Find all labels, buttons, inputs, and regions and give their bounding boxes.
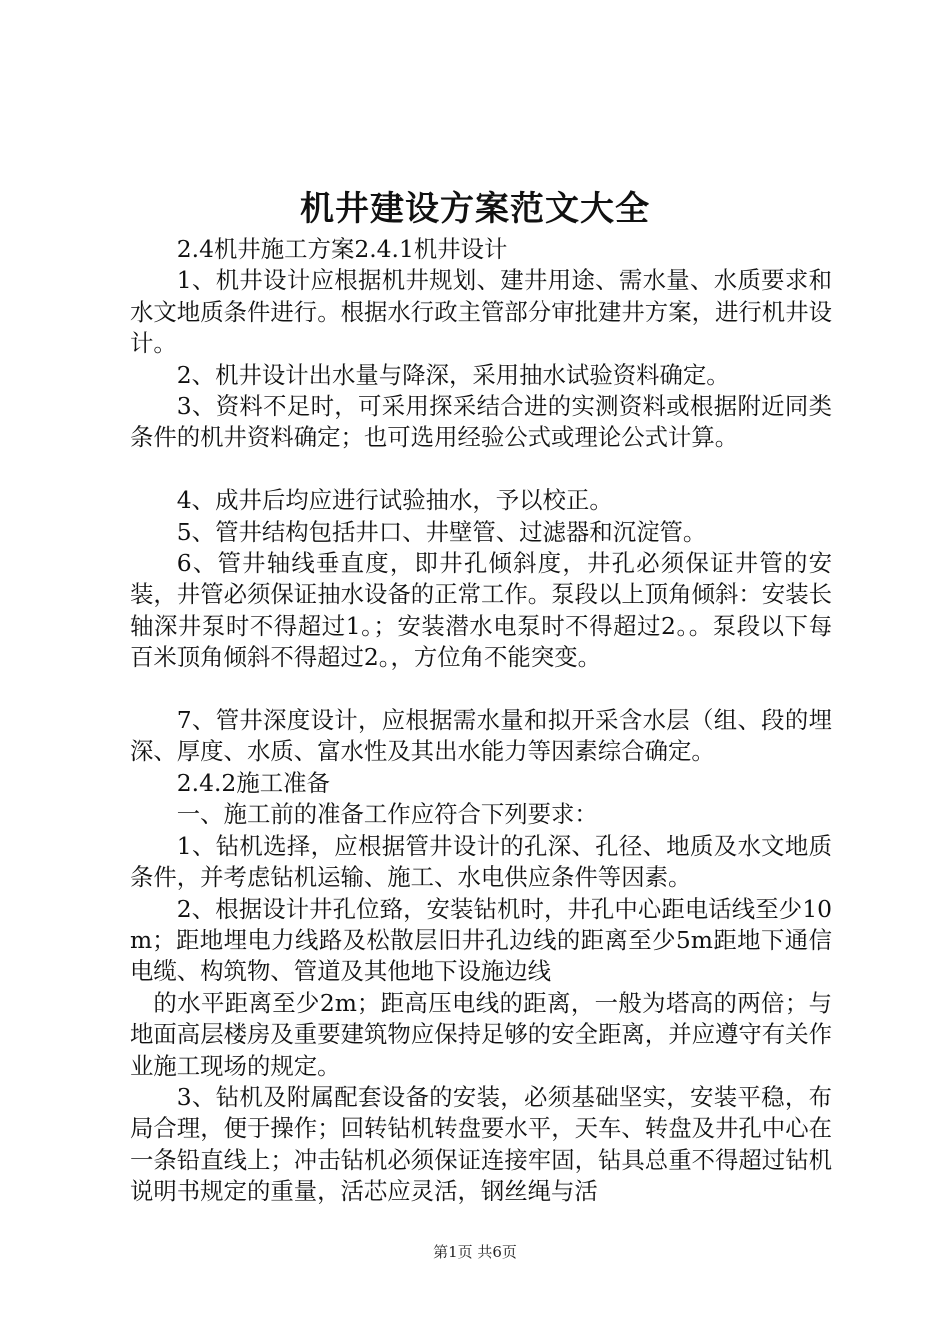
paragraph-item-1: 1、机井设计应根据机井规划、建井用途、需水量、水质要求和水文地质条件进行。根据水行政主管部分审批建井方案，进行机井设计。 [130, 266, 832, 358]
paragraph-requirements-intro: 一、施工前的准备工作应符合下列要求： [176, 800, 598, 829]
blank-line [130, 674, 832, 705]
paragraph-item-7: 7、管井深度设计，应根据需水量和拟开采含水层（组、段的埋深、厚度、水质、富水性及其出水能力等因素综合确定。 [130, 706, 832, 766]
paragraph-prep-2: 2、根据设计井孔位臵，安装钻机时，井孔中心距电话线至少10m；距地埋电力线路及松散层旧井孔边线的距离至少5m距地下通信电缆、构筑物、管道及其他地下设施边线 [130, 894, 832, 986]
paragraph-item-6: 6、管井轴线垂直度，即井孔倾斜度，井孔必须保证井管的安装，井管必须保证抽水设备的正常工作。泵段以上顶角倾斜：安装长轴深井泵时不得超过1。；安装潜水电泵时不得超过2。。泵段以下每百米顶角倾斜不得超过2。，方位角不能突变。 [130, 549, 832, 672]
paragraph-prep-2-continued: 的水平距离至少2m；距高压电线的距离，一般为塔高的两倍；与地面高层楼房及重要建筑物应保持足够的安全距离，并应遵守有关作业施工现场的规定。 [130, 988, 832, 1080]
paragraph-item-4: 4、成井后均应进行试验抽水，予以校正。 [176, 486, 613, 515]
paragraph-item-2: 2、机井设计出水量与降深，采用抽水试验资料确定。 [176, 360, 730, 389]
page-number-footer: 第1页 共6页 [433, 1243, 517, 1261]
paragraph-item-3: 3、资料不足时，可采用探采结合进的实测资料或根据附近同类条件的机井资料确定；也可选用经验公式或理论公式计算。 [130, 392, 832, 452]
paragraph-prep-1: 1、钻机选择，应根据管井设计的孔深、孔径、地质及水文地质条件，并考虑钻机运输、施工、水电供应条件等因素。 [130, 831, 832, 892]
paragraph-prep-3: 3、钻机及附属配套设备的安装，必须基础坚实，安装平稳，布局合理，便于操作；回转钻机转盘要水平，天车、转盘及井孔中心在一条铅直线上；冲击钻机必须保证连接牢固，钻具总重不得超过钻机说明书规定的重量，活芯应灵活，钢丝绳与活 [130, 1082, 832, 1206]
paragraph-item-5: 5、管井结构包括井口、井壁管、过滤器和沉淀管。 [176, 517, 707, 546]
document-title: 机井建设方案范文大全 [300, 189, 650, 229]
document-body [130, 234, 832, 1208]
blank-line [130, 454, 832, 485]
paragraph-subsection-heading: 2.4.2施工准备 [176, 768, 330, 797]
paragraph-section-heading: 2.4机井施工方案2.4.1机井设计 [176, 235, 508, 263]
